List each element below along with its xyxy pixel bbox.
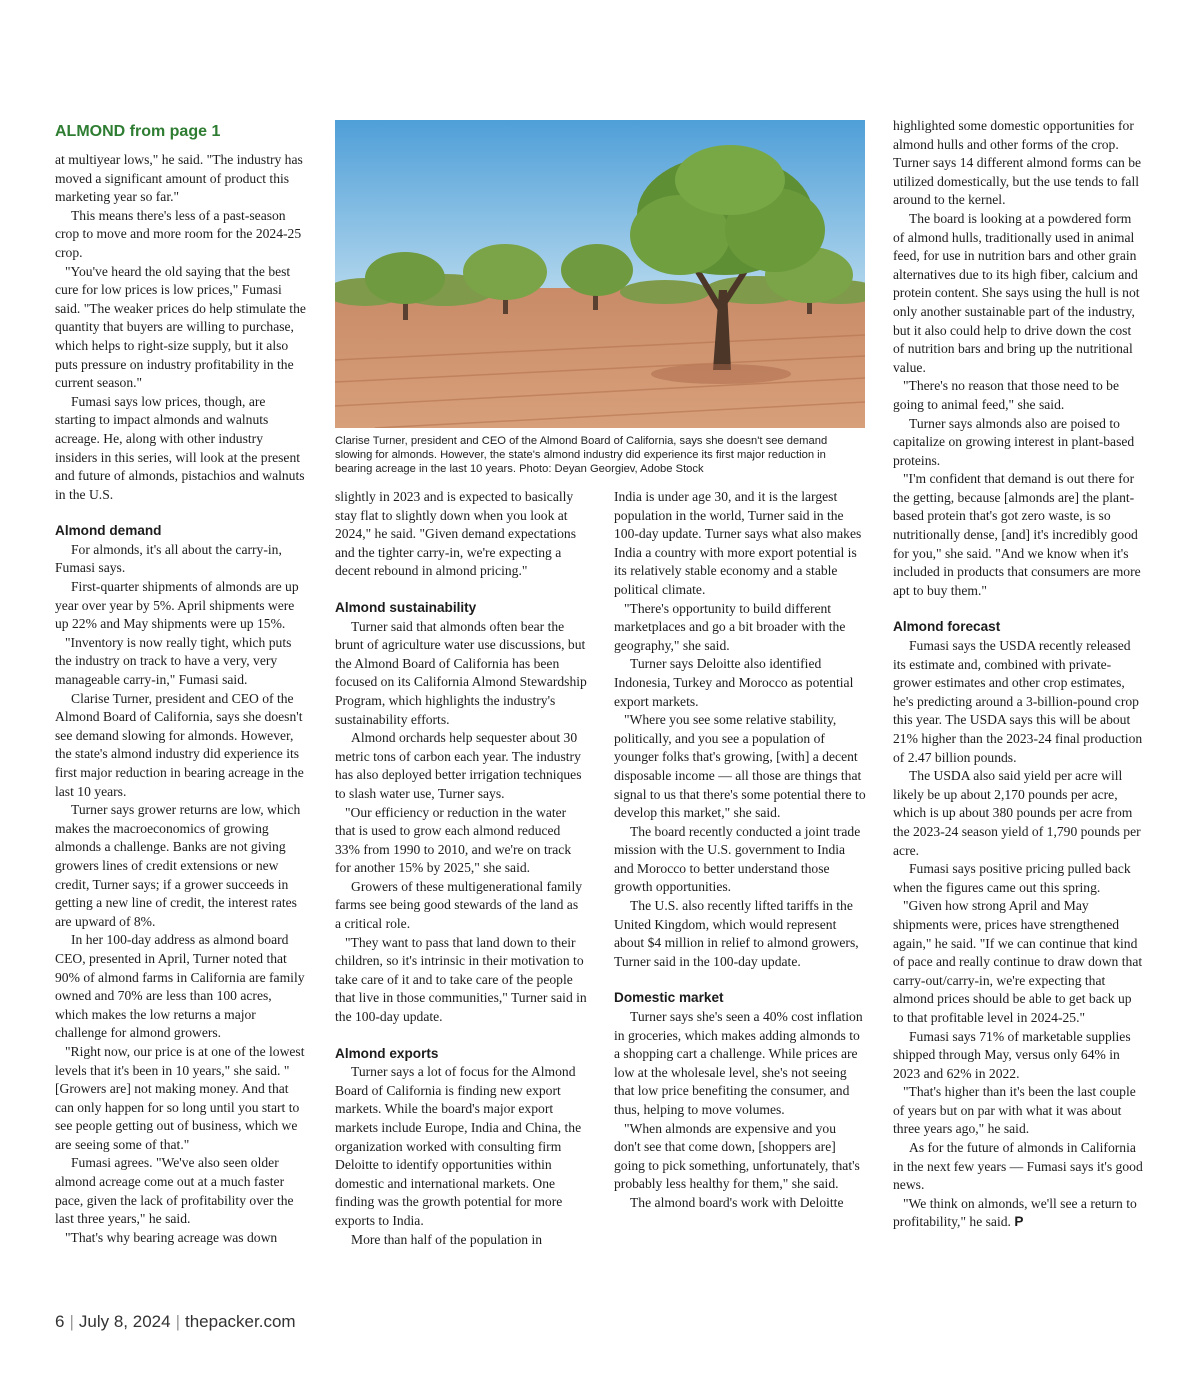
subhead-almond-exports: Almond exports [335, 1045, 439, 1061]
page-number: 6 [55, 1312, 65, 1331]
paragraph: "When almonds are expensive and you don't see that come down, [shoppers are] going to pick something, unfortunately, that's probably less healthy for them," she said. [614, 1120, 860, 1192]
paragraph: slightly in 2023 and is expected to basically stay flat to slightly down when you look at 2024," he said. "Given demand expectations and the tighter carry-in, we're expecting a decent rebound in almond pricing." [335, 489, 576, 579]
photo-caption: Clarise Turner, president and CEO of the Almond Board of California, says she doesn't see demand slowing for almonds. However, the state's almond industry did experience its first major reduction in bearing acreage in the last 10 years. Photo: Deyan Georgiev, Adobe Stock [335, 435, 828, 475]
paragraph: "There's opportunity to build different marketplaces and go a bit broader with the geography," she said. [614, 600, 846, 653]
paragraph: Turner says almonds also are poised to capitalize on growing interest in plant-based proteins. [893, 415, 1135, 468]
paragraph: "That's higher than it's been the last couple of years but on par with what it was about three years ago," he said. [893, 1084, 1136, 1137]
paragraph: Turner says grower returns are low, which makes the macroeconomics of growing almonds a challenge. Banks are not giving growers lines of credit extensions or new credit, Turner says; if a grower succeeds in getting a new line of credit, the interest rates are upward of 8%. [55, 802, 301, 929]
paragraph: highlighted some domestic opportunities for almond hulls and other forms of the crop. Turner says 14 different almond forms can be utilized domestically, but the use tends to fall around to the kernel. [893, 118, 1142, 208]
paragraph: Clarise Turner, president and CEO of the Almond Board of California, says she doesn't see demand slowing for almonds. However, the state's almond industry did experience its first major reduction in bearing acreage in the last 10 years. [55, 690, 304, 799]
paragraph: Fumasi says 71% of marketable supplies shipped through May, versus only 64% in 2023 and 62% in 2022. [893, 1028, 1131, 1081]
paragraph: Fumasi says the USDA recently released its estimate and, combined with private-grower estimates and other crop estimates, he's predicting around a 3-billion-pound crop this year. The USDA says this will be about 21% higher than the 2023-24 final production of 2.47 billion pounds. [893, 638, 1143, 765]
almond-orchard-photo [335, 120, 865, 428]
paragraph: Almond orchards help sequester about 30 metric tons of carbon each year. The industry has also deployed better irrigation techniques to slash water use, Turner says. [335, 730, 582, 801]
paragraph: This means there's less of a past-season crop to move and more room for the 2024-25 crop. [55, 207, 302, 260]
paragraph: The U.S. also recently lifted tariffs in the United Kingdom, which would represent about $4 million in relief to almond growers, Turner said in the 100-day update. [614, 898, 859, 969]
paragraph: at multiyear lows," he said. "The industry has moved a significant amount of product this marketing year so far." [55, 152, 303, 205]
subhead-almond-sustainability: Almond sustainability [335, 599, 477, 615]
paragraph [893, 1195, 1145, 1232]
subhead-domestic-market: Domestic market [614, 990, 724, 1006]
paragraph: "They want to pass that land down to their children, so it's intrinsic in their motivation to take care of it and to take care of the people that live in those communities," Turner said in the 100-day update. [335, 934, 587, 1025]
paragraph: Turner said that almonds often bear the brunt of agriculture water use discussions, but the Almond Board of California has been focused on its California Almond Stewardship Program, which highlights the industry's sustainability efforts. [335, 618, 587, 727]
subhead-almond-demand: Almond demand [55, 523, 162, 539]
article-column-3 [614, 488, 866, 1213]
paragraph: The board recently conducted a joint trade mission with the U.S. government to India and Morocco to better understand those growth opportunities. [614, 823, 861, 895]
paragraph: Turner says she's seen a 40% cost inflation in groceries, which makes adding almonds to a shopping cart a challenge. While prices are low at the wholesale level, she's not seeing that low price benefiting the consumer, and thus, helping to move volumes. [614, 1009, 863, 1117]
article-column-2 [335, 488, 587, 1249]
paragraph: "That's why bearing acreage was down [65, 1229, 278, 1245]
article-column-4 [893, 117, 1145, 1232]
article-column-1 [55, 117, 307, 1247]
continuation-kicker: ALMOND from page 1 [55, 123, 221, 140]
paragraph: "Where you see some relative stability, politically, and you see a population of younger folks that's growing, [with] a decent disposable income — all those are things that signal to us that there's some potential there to develop this market," she said. [614, 712, 866, 821]
paragraph: The board is looking at a powdered form of almond hulls, traditionally used in animal feed, for use in nutrition bars and other grain alternatives due to its high fiber, calcium and protein content. She says using the hull is not only another sustainable part of the industry, but it also could help to drive down the cost of nutrition bars and bring up the nutritional value. [893, 210, 1140, 375]
paragraph: Turner says a lot of focus for the Almond Board of California is finding new export markets. While the board's major export markets include Europe, India and China, the organization worked with consulting firm Deloitte to identify opportunities within domestic and international markets. One finding was the growth potential for more exports to India. [335, 1064, 582, 1228]
paragraph: "You've heard the old saying that the best cure for low prices is low prices," Fumasi said. "The weaker prices do help stimulate the quantity that buyers are willing to purchase, which helps to right-size supply, but it also puts pressure on industry profitability in the current season." [55, 263, 306, 391]
paragraph: First-quarter shipments of almonds are up year over year by 5%. April shipments were up 22% and May shipments were up 15%. [55, 579, 299, 632]
paragraph-text: "We think on almonds, we'll see a return to profitability," he said. [893, 1195, 1137, 1230]
website-link[interactable]: thepacker.com [185, 1312, 296, 1331]
paragraph: In her 100-day address as almond board CEO, presented in April, Turner noted that 90% of almond farms in California are family owned and 70% are less than 100 acres, which makes the low returns a major challenge for almond growers. [55, 932, 305, 1041]
paragraph: India is under age 30, and it is the largest population in the world, Turner said in the 100-day update. Turner says what also makes India a country with more export potential is its relatively stable economy and a stable political climate. [614, 489, 862, 597]
paragraph: "Our efficiency or reduction in the water that is used to grow each almond reduced 33% from 1990 to 2010, and we're on track for another 15% by 2025," she said. [335, 804, 572, 876]
paragraph: "Inventory is now really tight, which puts the industry on track to have a very, very manageable carry-in," Fumasi said. [55, 634, 292, 688]
subhead-almond-forecast: Almond forecast [893, 619, 1001, 635]
paragraph: More than half of the population in [351, 1231, 543, 1247]
paragraph: The USDA also said yield per acre will likely be up about 2,170 pounds per acre, which is up about 380 pounds per acre from the 2023-24 season yield of 1,790 pounds per acre. [893, 768, 1141, 858]
page-footer: 6 | July 8, 2024 | thepacker.com [55, 1312, 296, 1331]
issue-date: July 8, 2024 [78, 1312, 171, 1331]
paragraph: The almond board's work with Deloitte [630, 1194, 844, 1210]
paragraph: For almonds, it's all about the carry-in, Fumasi says. [55, 541, 282, 576]
paragraph: Fumasi says positive pricing pulled back when the figures came out this spring. [893, 861, 1131, 895]
paragraph: "Right now, our price is at one of the lowest levels that it's been in 10 years," she said. "[Growers are] not making money. And that can only happen for so long until you start to see people getting out of business, which we are seeing some of that." [55, 1043, 305, 1152]
paragraph: Fumasi agrees. "We've also seen older almond acreage come out at a much faster pace, given the lack of profitability over the last three years," he said. [55, 1155, 294, 1227]
paragraph: "I'm confident that demand is out there for the getting, because [almonds are] the plant-based protein that's got zero waste, is so nutritionally dense, [and] it's incredibly good for you," she said. "And we know when it's included in products that consumers are more apt to buy them." [893, 471, 1141, 598]
paragraph: "There's no reason that those need to be going to animal feed," she said. [893, 378, 1119, 412]
paragraph: Turner says Deloitte also identified Indonesia, Turkey and Morocco as potential export markets. [614, 656, 854, 709]
paragraph: Growers of these multigenerational family farms see being good stewards of the land as a critical role. [335, 878, 583, 932]
paragraph: As for the future of almonds in California in the next few years — Fumasi says it's good news. [893, 1140, 1143, 1193]
paragraph: Fumasi says low prices, though, are starting to impact almonds and walnuts acreage. He, along with other industry insiders in this series, will look at the present and future of almonds, pistachios and walnuts in the U.S. [55, 393, 305, 502]
end-mark-icon: P [1014, 1214, 1024, 1230]
paragraph: "Given how strong April and May shipments were, prices have strengthened again," he said. "If we can continue that kind of pace and really continue to draw down that carry-out/carry-in, we're expecting that almond prices should be able to get back up to that profitable level in 2024-25." [893, 898, 1143, 1025]
